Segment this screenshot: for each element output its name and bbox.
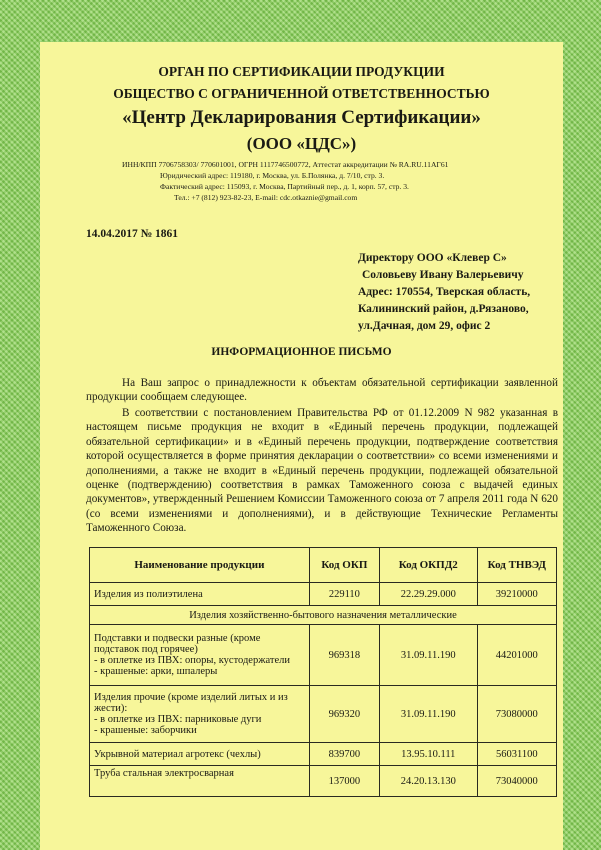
product-name-line: Изделия прочие (кроме изделий литых и из жести): xyxy=(94,692,288,714)
header-cell-okp: Код ОКП xyxy=(309,548,379,583)
requisites-line: Тел.: +7 (812) 923-82-23, E-mail: cdc.otkaznie@gmail.com xyxy=(174,193,358,202)
org-line-1: ОРГАН ПО СЕРТИФИКАЦИИ ПРОДУКЦИИ xyxy=(158,64,445,79)
okpd2-code: 13.95.10.111 xyxy=(379,743,477,766)
product-name: Изделия из полиэтилена xyxy=(90,583,310,606)
okpd2-code: 24.20.13.130 xyxy=(379,766,477,797)
requisites-line: Юридический адрес: 119180, г. Москва, ул. Б.Полянка, д. 7/10, стр. 3. xyxy=(160,171,385,180)
product-name: Укрывной материал агротекс (чехлы) xyxy=(90,743,310,766)
section-title: Изделия хозяйственно-бытового назначения металлические xyxy=(90,606,557,625)
okpd2-code: 31.09.11.190 xyxy=(379,686,477,743)
product-name: Труба стальная электросварная xyxy=(90,766,310,797)
org-short-name: (ООО «ЦДС») xyxy=(246,134,357,153)
org-line-2: ОБЩЕСТВО С ОГРАНИЧЕННОЙ ОТВЕТСТВЕННОСТЬЮ xyxy=(113,86,490,101)
product-name-line: - крашеные: заборчики xyxy=(94,725,197,736)
tnved-code: 56031100 xyxy=(477,743,556,766)
table-row xyxy=(90,625,557,686)
requisites-line: ИНН/КПП 7706758303/ 770601001, ОГРН 1117746500772, Аттестат аккредитации № RA.RU.11АГ61 xyxy=(122,160,449,169)
okpd2-code: 31.09.11.190 xyxy=(379,625,477,686)
products-table xyxy=(89,547,557,797)
header-cell-okpd2: Код ОКПД2 xyxy=(379,548,477,583)
org-name: «Центр Декларирования Сертификации» xyxy=(122,107,481,128)
tnved-code: 39210000 xyxy=(477,583,556,606)
addressee-line: Адрес: 170554, Тверская область, xyxy=(358,286,531,298)
tnved-code: 44201000 xyxy=(477,625,556,686)
addressee-line: ул.Дачная, дом 29, офис 2 xyxy=(358,320,491,332)
tnved-code: 73040000 xyxy=(477,766,556,797)
product-name xyxy=(90,686,310,743)
table-row xyxy=(90,766,557,797)
product-name xyxy=(90,625,310,686)
table-row xyxy=(90,686,557,743)
body-paragraph: В соответствии с постановлением Правительства РФ от 01.12.2009 N 982 указанная в настоящем письме продукция не входит в «Единый перечень продукции, подлежащей обязательной сертификации» и в «Единый перечень продукции, подтверждение соответствия которой осуществляется в форме принятия декларации о соответствии» со всеми изменениями и дополнениями, а также не входит в «Единый перечень продукции, подлежащей обязательной оценке (подтверждению) соответствия в рамках Таможенного союза с выдачей единых документов», утвержденный Решением Комиссии Таможенного союза от 7 апреля 2011 года N 620 (со всеми изменениями и дополнениями), и в действующие Технические Регламенты Таможенного Союза. xyxy=(86,407,558,535)
okp-code: 969320 xyxy=(309,686,379,743)
tnved-code: 73080000 xyxy=(477,686,556,743)
okp-code: 229110 xyxy=(309,583,379,606)
okp-code: 839700 xyxy=(309,743,379,766)
letter-title: ИНФОРМАЦИОННОЕ ПИСЬМО xyxy=(211,346,392,358)
okp-code: 137000 xyxy=(309,766,379,797)
okpd2-code: 22.29.29.000 xyxy=(379,583,477,606)
product-name-line: - в оплетке из ПВХ: парниковые дуги xyxy=(94,714,262,725)
addressee-line: Директору ООО «Клевер С» xyxy=(358,252,507,264)
table-section-row xyxy=(90,606,557,625)
product-name-line: - крашеные: арки, шпалеры xyxy=(94,666,218,677)
product-name-line: - в оплетке из ПВХ: опоры, кустодержатели xyxy=(94,655,290,666)
requisites-line: Фактический адрес: 115093, г. Москва, Партийный пер., д. 1, корп. 57, стр. 3. xyxy=(160,182,409,191)
addressee-line: Соловьеву Ивану Валерьевичу xyxy=(362,269,524,281)
header-cell-name: Наименование продукции xyxy=(90,548,310,583)
table-row xyxy=(90,743,557,766)
letterhead-sheet xyxy=(40,42,563,850)
table-header-row xyxy=(90,548,557,583)
addressee-line: Калининский район, д.Рязаново, xyxy=(358,303,529,315)
header-cell-tnved: Код ТНВЭД xyxy=(477,548,556,583)
letter-date-number: 14.04.2017 № 1861 xyxy=(86,228,179,240)
okp-code: 969318 xyxy=(309,625,379,686)
table-row xyxy=(90,583,557,606)
body-paragraph: На Ваш запрос о принадлежности к объектам обязательной сертификации заявленной продукции сообщаем следующее. xyxy=(86,377,558,404)
product-name-line: Подставки и подвески разные (кроме подставок под горячее) xyxy=(94,633,261,655)
